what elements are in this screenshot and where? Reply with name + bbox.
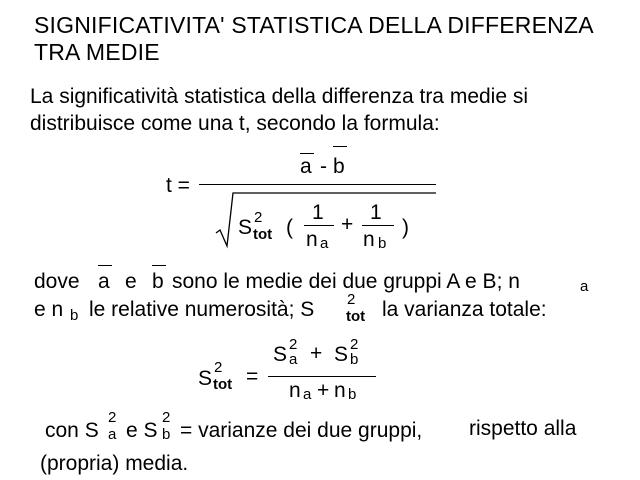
formula-s-num-s2: S: [334, 343, 349, 366]
formula-s-num-sup1: 2: [289, 336, 298, 353]
con-rest: = varianze dei due gruppi,: [180, 419, 423, 442]
con-sup-2: 2: [162, 409, 171, 426]
formula-t-s: S: [238, 216, 253, 239]
dove-e: e: [125, 270, 137, 293]
formula-t-lhs: t =: [166, 174, 190, 197]
formula-s-den-sub1: a: [303, 386, 312, 403]
mean-bar-b-inline: [152, 265, 166, 266]
con-sub-2: b: [162, 426, 171, 443]
formula-s-num-plus: +: [310, 342, 323, 365]
dove-var-a: a: [98, 270, 110, 293]
slide-title-line-1: SIGNIFICATIVITA' STATISTICA DELLA DIFFERENZA: [34, 12, 594, 38]
dove-rest-2: le relative numerosità; S: [89, 298, 315, 321]
formula-s-num-s1: S: [273, 343, 288, 366]
con-sub-1: a: [108, 426, 117, 443]
formula-s-lhs-sup: 2: [214, 359, 223, 376]
formula-t-open-paren: (: [286, 216, 293, 239]
con-rispetto: rispetto alla: [469, 417, 577, 440]
dove-word: dove: [34, 270, 80, 293]
formula-t-close-paren: ): [402, 216, 409, 239]
formula-t-plus: +: [341, 213, 354, 236]
intro-line-1: La significatività statistica della differenza tra medie si: [30, 85, 529, 108]
formula-s-lhs: S: [198, 367, 213, 390]
dove-rest-1: sono le medie dei due gruppi A e B; n: [172, 270, 520, 293]
con-line-2: (propria) media.: [40, 452, 189, 475]
formula-t-frac2-bar: [362, 225, 394, 226]
formula-s-den-sub2: b: [348, 386, 357, 403]
con-e-s: e S: [126, 419, 158, 442]
formula-s-lhs-sub: tot: [213, 376, 233, 393]
formula-t-num-minus: -: [320, 155, 327, 178]
formula-t-frac2-n: n: [363, 228, 375, 251]
mean-bar-a-inline: [98, 265, 112, 266]
formula-t-frac2-num: 1: [370, 201, 382, 224]
formula-t-s-sup: 2: [254, 209, 263, 226]
formula-t-s-sub: tot: [253, 226, 273, 243]
formula-s-num-sub2: b: [350, 351, 359, 368]
formula-s-num-sup2: 2: [350, 336, 359, 353]
dove-e-n: e n: [34, 298, 64, 321]
con-word: con S: [45, 419, 99, 442]
formula-t-frac1-sub: a: [320, 235, 329, 252]
slide-title-line-2: TRA MEDIE: [34, 39, 160, 65]
con-sup-1: 2: [108, 409, 117, 426]
dove-sup: 2: [347, 291, 356, 308]
dove-sub-a: a: [580, 278, 589, 295]
formula-s-den-n1: n: [289, 379, 301, 402]
formula-s-den-plus: +: [317, 379, 330, 402]
formula-t-num-b: b: [333, 155, 345, 178]
formula-s-num-sub1: a: [289, 351, 298, 368]
dove-sub-b: b: [70, 307, 79, 324]
formula-t-frac1-num: 1: [312, 201, 324, 224]
formula-s-fraction-bar: [268, 376, 376, 377]
formula-t-frac1-n: n: [306, 228, 318, 251]
dove-rest-3: la varianza totale:: [382, 298, 547, 321]
formula-t-frac2-sub: b: [378, 235, 387, 252]
dove-tot: tot: [346, 308, 366, 325]
formula-t-frac1-bar: [304, 225, 334, 226]
formula-s-den-n2: n: [334, 379, 346, 402]
formula-t-num-a: a: [300, 155, 312, 178]
intro-line-2: distribuisce come una t, secondo la formula:: [30, 112, 440, 135]
formula-s-equals: =: [246, 365, 259, 388]
dove-var-b: b: [152, 270, 164, 293]
